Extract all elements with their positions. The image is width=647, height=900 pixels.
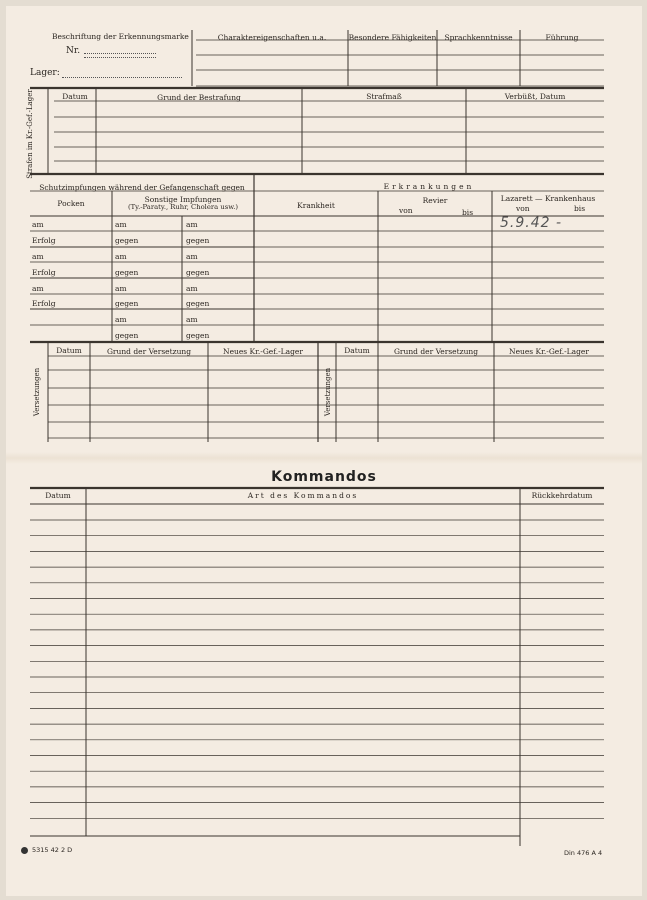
kommandos-col-rueckkehr: Rückkehrdatum [531,491,593,500]
strafen-col-strafmass: Strafmaß [366,92,402,101]
lager-label: Lager: [30,68,60,78]
sonstige-a-row-3: am [115,252,127,261]
sonstige-b-row-7: am [186,315,198,324]
nr-label: Nr. [66,46,81,56]
sonstige-b-row-2: gegen [186,236,210,245]
sonstige-a-row-1: am [115,220,127,229]
sonstige-a-row-7: am [115,315,127,324]
pocken-row-erfolg-3: Erfolg [32,299,56,308]
sonstige-a-row-5: am [115,284,127,293]
pocken-row-am-2: am [32,252,44,261]
charakter-label: Charaktereigenschaften u.a. [217,33,327,42]
pocken-row-am-3: am [32,284,44,293]
revier-von-label: von [399,206,413,215]
form-sheet [6,6,642,896]
sonstige-label: Sonstige Impfungen [144,195,222,204]
strafen-col-datum: Datum [62,92,88,101]
krankheit-label: Krankheit [297,201,335,210]
handwritten-date-entry: 5.9.42 - [500,215,563,231]
versetzungen-right-col-lager: Neues Kr.-Gef.-Lager [509,347,589,356]
versetzungen-side-label-left: Versetzungen [33,367,41,417]
sonstige-a-row-4: gegen [115,268,139,277]
faehigkeiten-label: Besondere Fähigkeiten [348,33,437,42]
sonstige-b-row-5: am [186,284,198,293]
kommandos-title: Kommandos [271,469,377,485]
erkennungsmarke-label: Beschriftung der Erkennungsmarke [52,32,189,41]
strafen-col-verbuesst: Verbüßt, Datum [504,92,566,101]
versetzungen-left-col-lager: Neues Kr.-Gef.-Lager [223,347,303,356]
impfungen-title: Schutzimpfungen während der Gefangenschaft gegen [39,183,245,192]
pocken-row-am-1: am [32,220,44,229]
footer-right-code: Din 476 A 4 [564,849,603,857]
footer-left-code: 5315 42 2 D [32,846,73,854]
sprachen-label: Sprachkenntnisse [444,33,513,42]
pocken-row-erfolg-1: Erfolg [32,236,56,245]
form-grid-lines [6,6,642,896]
lazarett-bis-label: bis [574,204,586,213]
sonstige-a-row-8: gegen [115,331,139,340]
fuehrung-label: Führung [545,33,579,42]
versetzungen-left-col-grund: Grund der Versetzung [106,347,192,356]
versetzungen-right-col-datum: Datum [344,346,370,355]
sonstige-b-row-8: gegen [186,331,210,340]
nr-fill-2 [84,57,156,58]
kommandos-col-datum: Datum [45,491,71,500]
erkrankungen-title: Erkrankungen [383,182,475,191]
revier-bis-label: bis [462,208,474,217]
sonstige-b-row-3: am [186,252,198,261]
lazarett-von-label: von [516,204,530,213]
sonstige-b-row-4: gegen [186,268,210,277]
nr-fill [84,53,156,54]
pocken-label: Pocken [57,199,85,208]
footer-mark-icon [21,847,28,854]
strafen-col-grund: Grund der Bestrafung [157,93,241,102]
pocken-row-erfolg-2: Erfolg [32,268,56,277]
strafen-side-label: Strafen im Kr.-Gef.-Lager [26,89,34,179]
sonstige-b-row-1: am [186,220,198,229]
sonstige-b-row-6: gegen [186,299,210,308]
sonstige-a-row-2: gegen [115,236,139,245]
sonstige-a-row-6: gegen [115,299,139,308]
versetzungen-side-label-right: Versetzungen [324,367,332,417]
lager-fill [62,77,182,78]
sonstige-sub: (Ty.-Paraty., Ruhr, Cholera usw.) [127,203,239,211]
revier-label: Revier [422,196,448,205]
versetzungen-left-col-datum: Datum [56,346,82,355]
lazarett-label: Lazarett — Krankenhaus [500,194,596,203]
versetzungen-right-col-grund: Grund der Versetzung [393,347,479,356]
kommandos-col-art: Art des Kommandos [247,491,359,500]
